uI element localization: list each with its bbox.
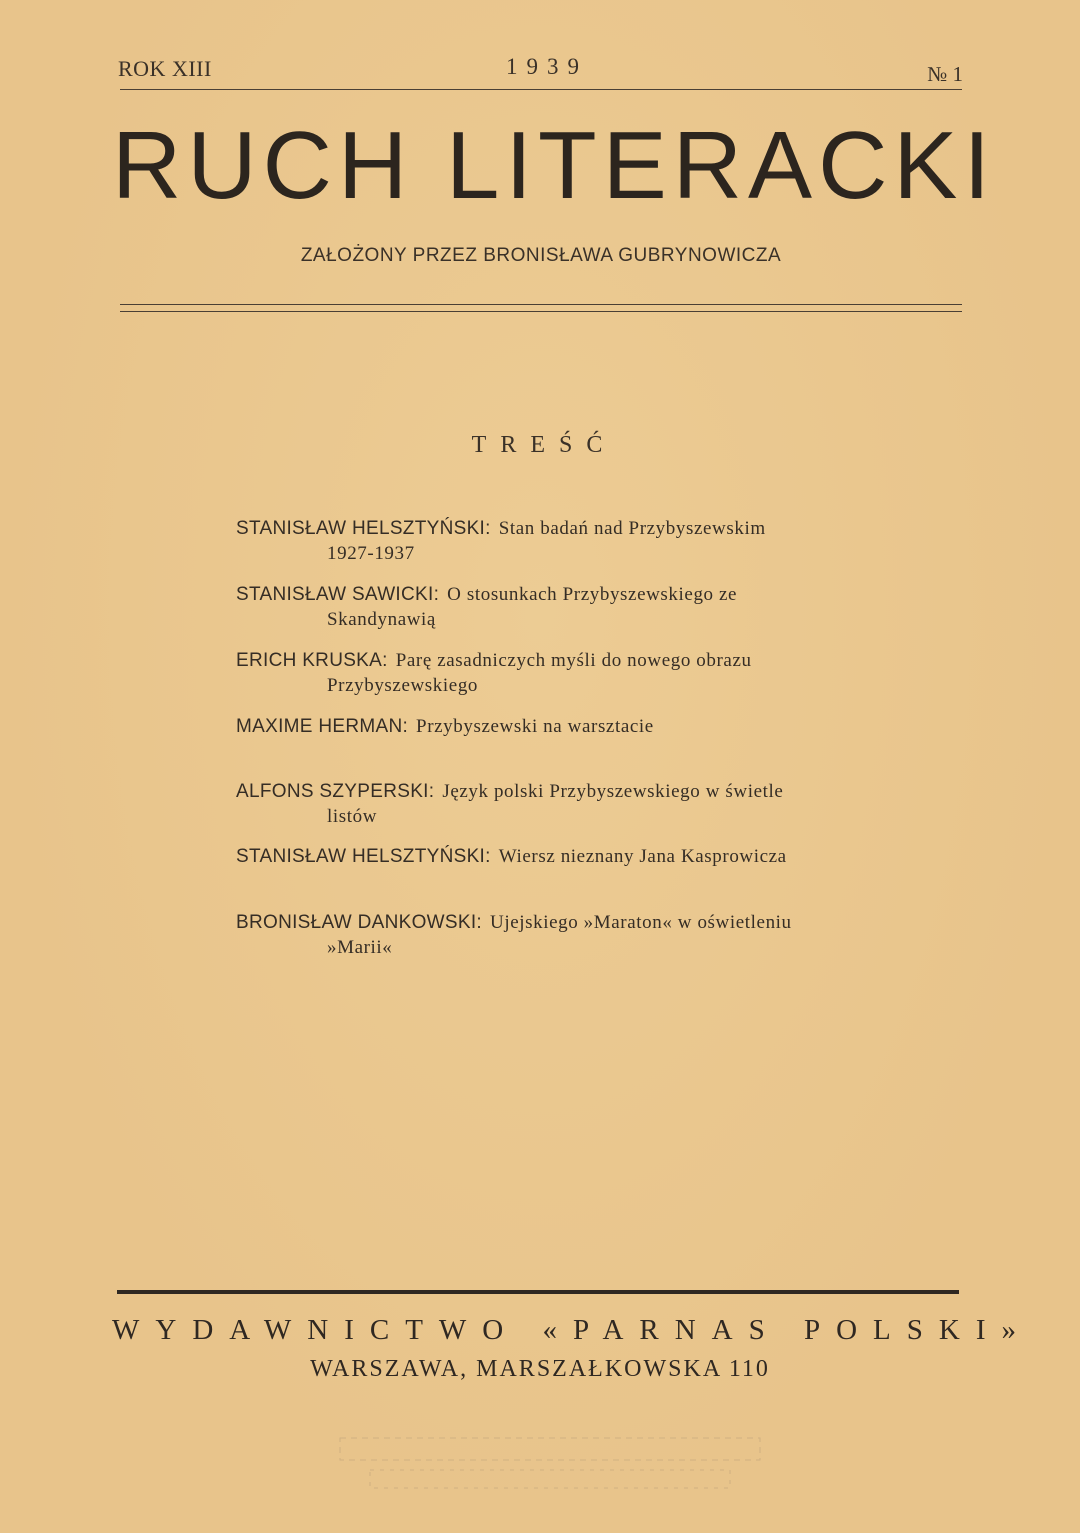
toc-title-continuation: Skandynawią	[327, 609, 436, 630]
masthead-double-rule	[120, 304, 962, 312]
toc-author: STANISŁAW HELSZTYŃSKI:	[236, 846, 491, 867]
toc-title-continuation: 1927-1937	[327, 543, 415, 564]
contents-heading: TREŚĆ	[471, 432, 617, 458]
toc-entry	[236, 844, 856, 869]
toc-author: ALFONS SZYPERSKI:	[236, 781, 435, 802]
header-rule	[120, 89, 962, 90]
toc-entry	[236, 714, 856, 739]
journal-title: RUCH LITERACKI	[112, 112, 997, 219]
toc-entry	[236, 648, 856, 698]
toc-title: Ujejskiego »Maraton« w oświetleniu	[490, 912, 792, 933]
toc-title: Język polski Przybyszewskiego w świetle	[442, 781, 784, 802]
year-label: 1939	[506, 54, 588, 79]
founder-line: ZAŁOŻONY PRZEZ BRONISŁAWA GUBRYNOWICZA	[300, 245, 782, 266]
toc-author: BRONISŁAW DANKOWSKI:	[236, 912, 482, 933]
toc-title: O stosunkach Przybyszewskiego ze	[447, 584, 738, 605]
toc-title: Przybyszewski na warsztacie	[416, 716, 654, 737]
toc-entry	[236, 582, 856, 632]
toc-entry	[236, 779, 856, 829]
toc-title: Stan badań nad Przybyszewskim	[498, 518, 766, 539]
toc-author: ERICH KRUSKA:	[236, 650, 388, 671]
publisher-name: WYDAWNICTWO «PARNAS POLSKI»	[112, 1314, 1033, 1346]
toc-entry	[236, 910, 856, 960]
toc-title: Wiersz nieznany Jana Kasprowicza	[498, 846, 787, 867]
faded-ownership-stamp	[330, 1430, 770, 1500]
publisher-address: WARSZAWA, MARSZAŁKOWSKA 110	[310, 1356, 770, 1382]
toc-author: STANISŁAW SAWICKI:	[236, 584, 440, 605]
toc-title: Parę zasadniczych myśli do nowego obrazu	[395, 650, 752, 671]
footer-rule	[117, 1290, 959, 1294]
toc-entry	[236, 516, 856, 566]
toc-author: STANISŁAW HELSZTYŃSKI:	[236, 518, 491, 539]
volume-label: ROK XIII	[118, 56, 212, 81]
header-line	[118, 52, 963, 86]
toc-title-continuation: listów	[327, 806, 378, 827]
toc-author: MAXIME HERMAN:	[236, 716, 409, 737]
toc-title-continuation: »Marii«	[327, 937, 393, 958]
toc-title-continuation: Przybyszewskiego	[327, 675, 479, 696]
issue-number: № 1	[927, 62, 963, 86]
